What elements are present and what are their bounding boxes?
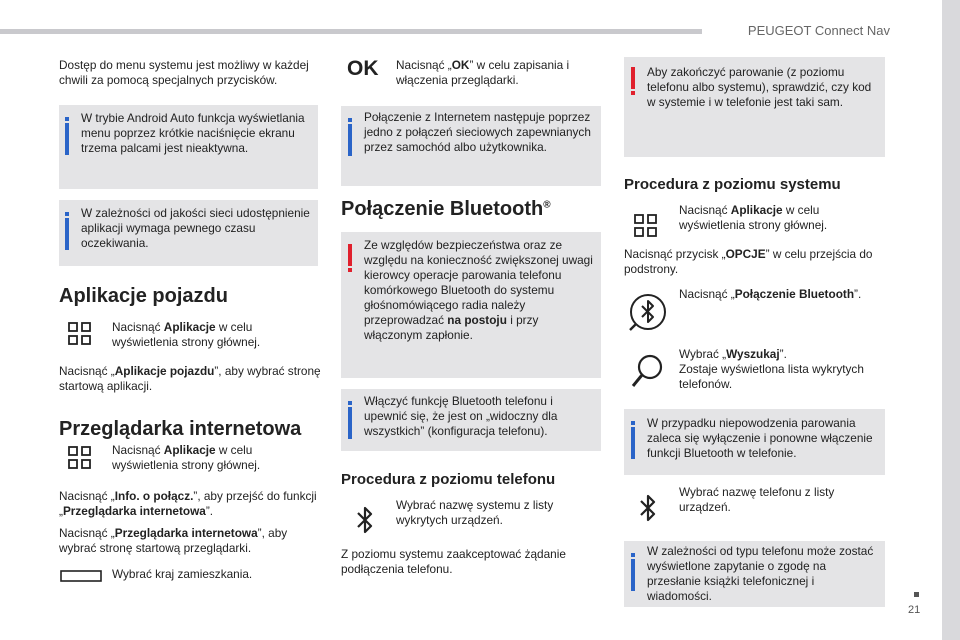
- note-text: W zależności od jakości sieci udostępnienie aplikacji wymaga pewnego czasu oczekiwania.: [81, 206, 310, 250]
- system-step5: Wybrać nazwę telefonu z listy urządzeń.: [679, 485, 835, 514]
- system-step2: Nacisnąć przycisk „OPCJE” w celu przejścia do podstrony.: [624, 247, 873, 276]
- info-note-phonebook: [624, 541, 885, 607]
- vehicle-apps-step1: Nacisnąć Aplikacje w celu wyświetlenia strony głównej.: [112, 320, 261, 349]
- note-text: Połączenie z Internetem następuje poprzez jedno z połączeń sieciowych zapewnianych przez samochód albo użytkownika.: [364, 110, 591, 154]
- intro-text: Dostęp do menu systemu jest możliwy w każdej chwili za pomocą specjalnych przycisków.: [59, 58, 309, 87]
- info-note-pairing-failure: [624, 409, 885, 475]
- apps-grid-icon: [634, 214, 658, 238]
- section-title-phone-procedure: Procedura z poziomu telefonu: [341, 471, 556, 488]
- section-title-system-procedure: Procedura z poziomu systemu: [624, 176, 841, 193]
- apps-grid-icon: [68, 446, 92, 470]
- header-bar: [0, 29, 702, 34]
- header-title: PEUGEOT Connect Nav: [747, 23, 890, 38]
- page-number: 21: [908, 604, 921, 616]
- vehicle-apps-step2: Nacisnąć „Aplikacje pojazdu”, aby wybrać stronę startową aplikacji.: [59, 364, 321, 393]
- system-step1: Nacisnąć Aplikacje w celu wyświetlenia strony głównej.: [679, 203, 828, 232]
- bluetooth-connection-icon: [626, 290, 670, 334]
- info-icon: [631, 427, 635, 459]
- note-text: Ze względów bezpieczeństwa oraz ze względu na konieczność zwiększonej uwagi kierowcy operacje parowania telefonu komórkowego Bluetooth do systemu głośnomówiącego radia należy przeprowadzać na postoju i przy włączonym zapłonie.: [364, 238, 593, 342]
- info-note-internet: [341, 106, 601, 186]
- bluetooth-icon: [356, 505, 374, 535]
- browser-step1: Nacisnąć Aplikacje w celu wyświetlenia strony głównej.: [112, 443, 261, 472]
- browser-step4: Wybrać kraj zamieszkania.: [112, 567, 253, 581]
- section-title-browser: Przeglądarka internetowa: [59, 418, 302, 440]
- section-title-vehicle-apps: Aplikacje pojazdu: [59, 285, 228, 307]
- page-side-strip: [942, 0, 960, 640]
- ok-step: Nacisnąć „OK” w celu zapisania i włączenia przeglądarki.: [396, 58, 570, 87]
- search-icon: [630, 353, 666, 389]
- info-note-enable-bt: [341, 389, 601, 451]
- info-note-network: [59, 200, 318, 266]
- section-title-bluetooth: Połączenie Bluetooth®: [341, 198, 551, 220]
- country-field-icon: [60, 570, 102, 582]
- ok-icon: OK: [347, 57, 379, 80]
- phone-step2: Z poziomu systemu zaakceptować żądanie podłączenia telefonu.: [341, 547, 566, 576]
- info-icon: [65, 218, 69, 250]
- warning-icon: [631, 67, 635, 89]
- apps-grid-icon: [68, 322, 92, 346]
- note-text: Aby zakończyć parowanie (z poziomu telefonu albo systemu), sprawdzić, czy kod w systemie i w telefonie jest taki sam.: [647, 65, 872, 109]
- phone-step1: Wybrać nazwę systemu z listy wykrytych urządzeń.: [396, 498, 554, 527]
- note-text: W trybie Android Auto funkcja wyświetlania menu poprzez krótkie naciśnięcie ekranu trzema palcami jest nieaktywna.: [81, 111, 305, 155]
- note-text: Włączyć funkcję Bluetooth telefonu i upewnić się, że jest on „widoczny dla wszystkich” (konfiguracja telefonu).: [364, 394, 558, 438]
- system-step3: Nacisnąć „Połączenie Bluetooth”.: [679, 287, 862, 301]
- warning-icon: [348, 244, 352, 266]
- warning-note-safety: [341, 232, 601, 378]
- bluetooth-icon: [639, 493, 657, 523]
- info-icon: [348, 407, 352, 439]
- page-marker: [914, 592, 919, 597]
- system-step4: Wybrać „Wyszukaj”. Zostaje wyświetlona lista wykrytych telefonów.: [679, 347, 864, 391]
- info-icon: [631, 559, 635, 591]
- info-icon: [348, 124, 352, 156]
- browser-step3: Nacisnąć „Przeglądarka internetowa”, aby wybrać stronę startową przeglądarki.: [59, 526, 288, 555]
- info-note-android-auto: [59, 105, 318, 189]
- note-text: W zależności od typu telefonu może zostać wyświetlone zapytanie o zgodę na przesłanie książki telefonicznej i wiadomości.: [647, 544, 874, 603]
- info-icon: [65, 123, 69, 155]
- browser-step2: Nacisnąć „Info. o połącz.”, aby przejść do funkcji „Przeglądarka internetowa”.: [59, 489, 317, 518]
- note-text: W przypadku niepowodzenia parowania zaleca się wyłączenie i ponowne włączenie funkcji Bluetooth w telefonie.: [647, 416, 873, 460]
- warning-note-pairing-code: [624, 57, 885, 157]
